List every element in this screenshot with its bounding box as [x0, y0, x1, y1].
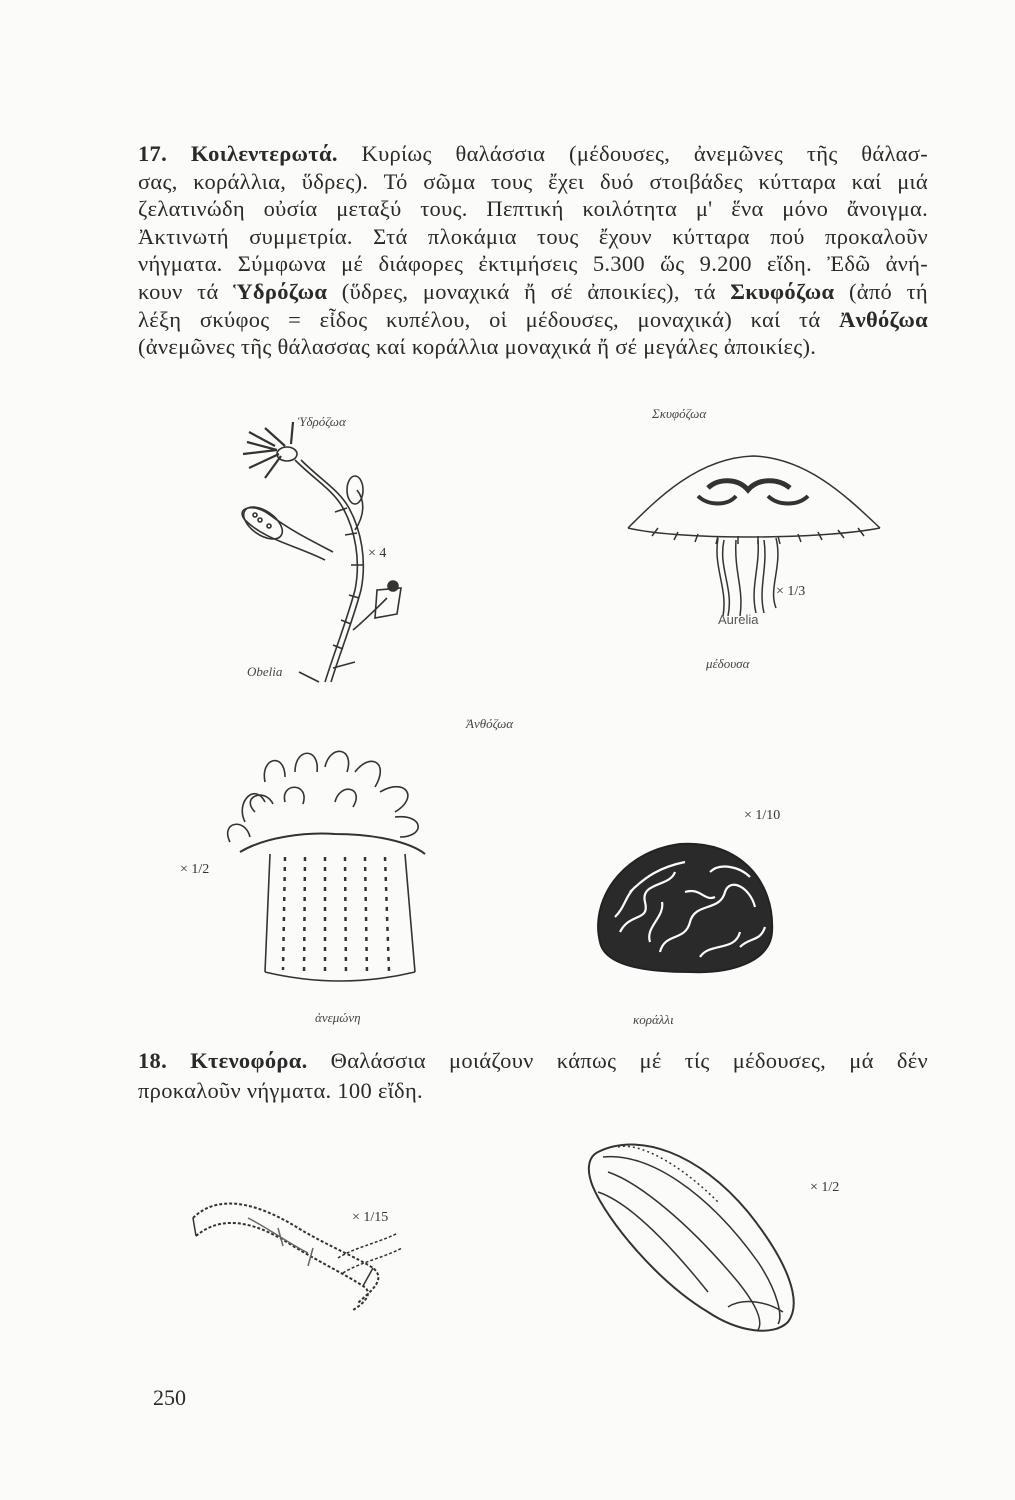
bold-term-hydrozoa: Ὑδρόζωα	[233, 278, 328, 304]
bold-term-anthozoa: Ἀνθόζωα	[839, 306, 928, 332]
text-line	[138, 306, 928, 334]
text-segment: νήγματα. Σύμφωνα μέ διάφορες ἐκτιμήσεις 5.300 ὥς 9.200 εἴδη. Ἐδῶ ἀνή-	[138, 251, 928, 277]
medusa-label: μέδουσα	[706, 656, 750, 671]
obelia-scale: × 4	[368, 546, 387, 561]
text-line	[138, 278, 928, 306]
text-segment: Ἀκτινωτή συμμετρία. Στά πλοκάμια τους ἔχουν κύτταρα πού προκαλοῦν	[138, 223, 928, 249]
bold-term-scyphozoa: Σκυφόζωα	[730, 278, 835, 304]
section-18-paragraph	[138, 1046, 928, 1106]
obelia-illustration	[215, 420, 425, 685]
text-line	[138, 1076, 928, 1106]
obelia-label: Obelia	[247, 664, 283, 679]
text-line	[138, 168, 928, 196]
text-segment: (ἀνεμῶνες τῆς θάλασσας καί κοράλλια μοναχικά ἤ σέ μεγάλες ἀποικίες).	[138, 334, 817, 360]
section-17-paragraph	[138, 140, 928, 361]
venus-girdle-illustration	[188, 1188, 408, 1313]
text-line	[138, 333, 928, 361]
text-line	[138, 195, 928, 223]
text-segment: προκαλοῦν νήγματα. 100 εἴδη.	[138, 1078, 423, 1103]
text-segment: ζελατινώδη οὐσία μεταξύ τους. Πεπτική κοιλότητα μ' ἕνα μόνο ἄνοιγμα.	[138, 196, 928, 222]
text-segment: λέξη σκύφος = εἶδος κυπέλου, οἱ μέδουσες, μοναχικά) καί τά	[138, 306, 840, 332]
aurelia-scale: × 1/3	[776, 584, 806, 599]
text-line	[138, 223, 928, 251]
brain-coral-illustration	[590, 832, 780, 977]
text-segment: Κυρίως θαλάσσια (μέδουσες, ἀνεμῶνες τῆς θάλασ-	[361, 141, 928, 166]
section-17-number: 17.	[138, 141, 168, 166]
page-number: 250	[153, 1385, 186, 1410]
coral-scale: × 1/10	[744, 808, 781, 823]
text-segment: κουν τά	[138, 278, 234, 304]
text-segment: Θαλάσσια μοιάζουν κάπως μέ τίς μέδουσες, μά δέν	[330, 1048, 928, 1073]
section-18-heading: Κτενοφόρα.	[190, 1048, 308, 1073]
sea-anemone-illustration	[225, 742, 440, 987]
text-segment: (ἀπό τή	[834, 278, 928, 304]
text-line	[138, 1046, 928, 1076]
anemone-scale: × 1/2	[180, 862, 210, 877]
aurelia-jellyfish-illustration	[618, 448, 888, 618]
text-line	[138, 140, 928, 168]
section-18-number: 18.	[138, 1048, 168, 1073]
scyphozoa-caption: Σκυφόζωα	[652, 406, 707, 421]
comb-jelly-scale: × 1/2	[810, 1180, 840, 1195]
anthozoa-caption: Ἀνθόζωα	[466, 716, 514, 731]
section-17-heading: Κοιλεντερωτά.	[190, 141, 338, 166]
venus-girdle-scale: × 1/15	[352, 1210, 389, 1225]
aurelia-label: Aurelia	[718, 612, 759, 627]
text-segment: (ὕδρες, μοναχικά ἤ σέ ἀποικίες), τά	[327, 278, 731, 304]
anemone-label: ἀνεμώνη	[315, 1010, 361, 1025]
comb-jelly-illustration	[578, 1132, 808, 1337]
text-line	[138, 250, 928, 278]
hydrozoa-caption: Ὑδρόζωα	[298, 414, 346, 429]
coral-label: κοράλλι	[633, 1012, 674, 1027]
text-segment: σας, κοράλλια, ὕδρες). Τό σῶμα τους ἔχει δυό στοιβάδες κύτταρα καί μιά	[138, 168, 928, 194]
